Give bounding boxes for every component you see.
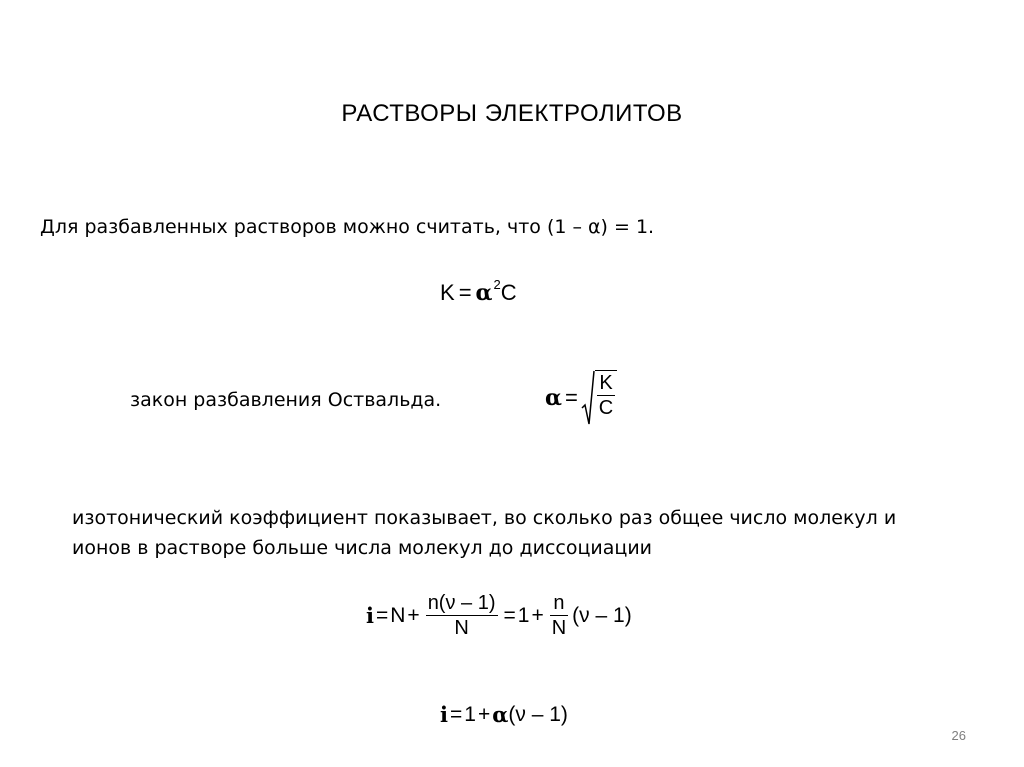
- formula-isotonic-N: N: [390, 603, 406, 627]
- formula-isotonic-eq1: =: [375, 603, 389, 627]
- formula-alpha-fraction: [595, 370, 617, 426]
- fraction2-den: N: [551, 617, 567, 639]
- formula-isotonic-simple: [440, 702, 568, 727]
- formula-k-lhs: K: [440, 280, 455, 305]
- formula-isotonic-fraction2: [550, 593, 568, 638]
- fraction1-num: n(ν – 1): [427, 592, 496, 614]
- formula-simple-tail: (ν – 1): [508, 702, 568, 726]
- isotonic-text-line1: изотонический коэффициент показывает, во сколько раз общее число молекул и: [72, 507, 897, 529]
- fraction1-den: N: [454, 617, 469, 639]
- formula-alpha-num: K: [599, 372, 613, 394]
- formula-isotonic-plus2: +: [531, 603, 544, 627]
- formula-alpha-eq: =: [564, 385, 578, 410]
- formula-simple-one: 1: [464, 702, 476, 726]
- formula-isotonic-fraction1: [426, 593, 498, 638]
- dilute-statement: Для разбавленных растворов можно считать, что (1 – α) = 1.: [40, 216, 655, 238]
- formula-simple-plus: +: [477, 702, 491, 726]
- formula-k-eq: =: [458, 280, 472, 305]
- formula-isotonic-tail: (ν – 1): [572, 603, 632, 627]
- formula-alpha: [545, 370, 617, 426]
- slide-title: РАСТВОРЫ ЭЛЕКТРОЛИТОВ: [341, 100, 683, 127]
- formula-k-alpha: α: [475, 280, 493, 306]
- formula-k: [440, 276, 517, 306]
- formula-isotonic: [366, 593, 632, 638]
- formula-isotonic-one: 1: [517, 603, 530, 627]
- formula-isotonic-plus1: +: [407, 603, 420, 627]
- fraction2-num: n: [553, 592, 565, 614]
- formula-simple-alpha: α: [492, 702, 509, 727]
- formula-k-c: C: [500, 280, 517, 305]
- page-number: 26: [951, 728, 966, 743]
- formula-alpha-den: C: [598, 397, 614, 419]
- formula-simple-eq: =: [449, 702, 463, 726]
- formula-alpha-lhs: α: [545, 385, 562, 411]
- isotonic-text-line2: ионов в растворе больше числа молекул до диссоциации: [72, 537, 653, 559]
- formula-simple-i: i: [440, 702, 448, 727]
- sqrt-sign-icon: [581, 370, 595, 426]
- formula-isotonic-i: i: [366, 603, 374, 628]
- ostwald-label: закон разбавления Оствальда.: [130, 389, 442, 411]
- formula-isotonic-eq2: =: [503, 603, 516, 627]
- sqrt: [581, 370, 617, 426]
- formula-k-exponent: 2: [493, 276, 501, 292]
